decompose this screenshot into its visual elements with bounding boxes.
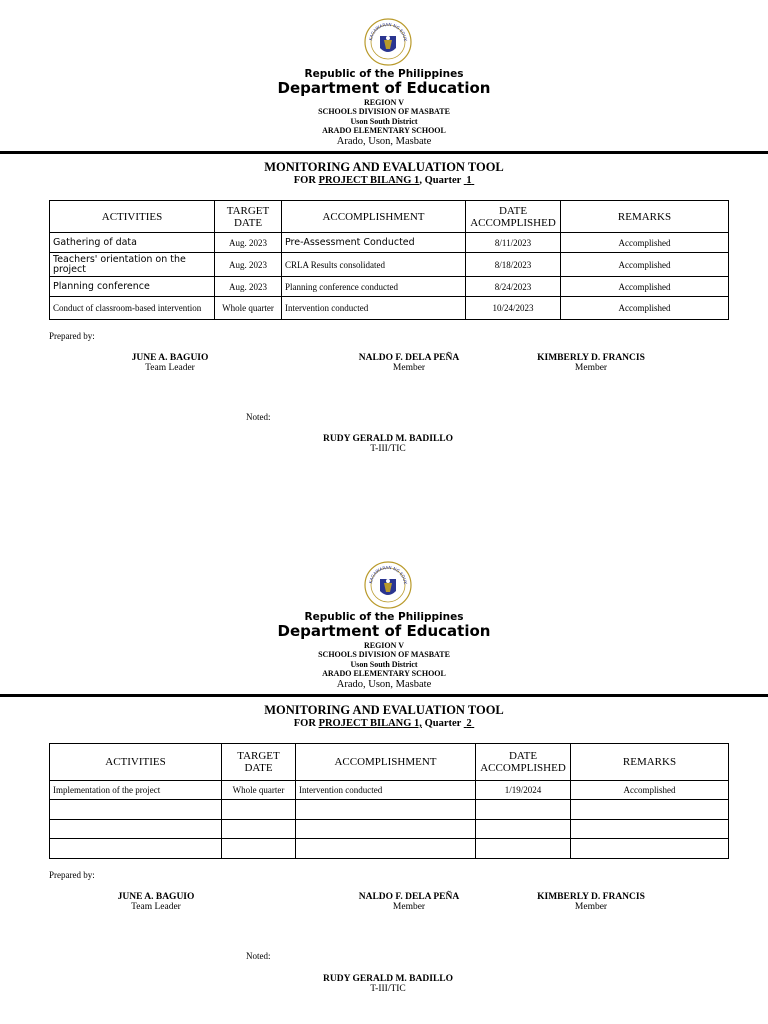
- date-accomplished-cell: 8/18/2023: [466, 253, 561, 277]
- remarks-cell: [571, 820, 729, 839]
- accomplishment-cell: Intervention conducted: [296, 781, 476, 800]
- quarter-label: , Quarter: [419, 175, 462, 186]
- table-row: [50, 297, 729, 320]
- col-header: ACCOMPLISHMENT: [296, 744, 476, 781]
- signatory-member-2: [491, 892, 691, 912]
- signatory-role: Team Leader: [131, 902, 181, 912]
- remarks-cell: Accomplished: [561, 253, 729, 277]
- date-accomplished-cell: 8/11/2023: [466, 233, 561, 253]
- activity-cell: Implementation of the project: [50, 781, 222, 800]
- address-text: Arado, Uson, Masbate: [336, 679, 432, 690]
- signatory-name: JUNE A. BAGUIO: [131, 353, 209, 363]
- activity-cell: Teachers' orientation on the project: [50, 253, 215, 277]
- for-prefix: FOR: [293, 718, 316, 729]
- target-date-cell: Aug. 2023: [215, 277, 282, 297]
- col-header: DATE ACCOMPLISHED: [476, 744, 571, 781]
- target-date-cell: Aug. 2023: [215, 253, 282, 277]
- target-date-cell: Whole quarter: [222, 781, 296, 800]
- target-date-cell: Whole quarter: [215, 297, 282, 320]
- noter-name: RUDY GERALD M. BADILLO: [322, 434, 454, 444]
- col-header: ACCOMPLISHMENT: [282, 201, 466, 233]
- for-prefix: FOR: [293, 175, 316, 186]
- table-row: [50, 781, 729, 800]
- date-accomplished-cell: 1/19/2024: [476, 781, 571, 800]
- activity-cell: Gathering of data: [50, 233, 215, 253]
- accomplishment-cell: Planning conference conducted: [282, 277, 466, 297]
- col-header: ACTIVITIES: [50, 201, 215, 233]
- noted-label: Noted:: [246, 951, 271, 961]
- col-header: DATE ACCOMPLISHED: [466, 201, 561, 233]
- signatory-team-leader: [56, 892, 256, 912]
- deped-seal-icon: [364, 561, 412, 609]
- signatory-member-1: [309, 353, 509, 373]
- signatory-role: Member: [392, 363, 426, 373]
- signatory-role: Member: [574, 363, 608, 373]
- remarks-cell: Accomplished: [571, 781, 729, 800]
- svg-text:KAGAWARAN NG EDUKASYON: KAGAWARAN NG EDUK: [368, 564, 409, 585]
- table-header-row: [50, 201, 729, 233]
- date-accomplished-cell: 8/24/2023: [466, 277, 561, 297]
- quarter-number: 1: [466, 175, 472, 186]
- col-header: TARGET DATE: [222, 744, 296, 781]
- signatory-name: JUNE A. BAGUIO: [117, 892, 195, 902]
- signatory-role: Team Leader: [145, 363, 195, 373]
- col-header: ACTIVITIES: [50, 744, 222, 781]
- remarks-cell: [571, 800, 729, 820]
- signatory-name: NALDO F. DELA PEÑA: [358, 353, 460, 363]
- table-row: [50, 277, 729, 297]
- activity-cell: [50, 800, 222, 820]
- signatory-role: Member: [574, 902, 608, 912]
- svg-text:KAGAWARAN NG EDUKASYON: KAGAWARAN NG EDUK: [368, 21, 409, 42]
- department-title: Department of Education: [277, 622, 491, 640]
- header-divider: [0, 694, 768, 697]
- form-title: MONITORING AND EVALUATION TOOL: [264, 160, 504, 174]
- noter-name: RUDY GERALD M. BADILLO: [322, 974, 454, 984]
- form-title: MONITORING AND EVALUATION TOOL: [264, 703, 504, 717]
- noter-signature: [288, 974, 488, 994]
- department-title: Department of Education: [277, 79, 491, 97]
- target-date-cell: Aug. 2023: [215, 233, 282, 253]
- noted-label: Noted:: [246, 412, 271, 422]
- table-row: [50, 820, 729, 839]
- table-header-row: [50, 744, 729, 781]
- activity-cell: [50, 820, 222, 839]
- target-date-cell: [222, 839, 296, 859]
- accomplishment-cell: [296, 800, 476, 820]
- form-subtitle: [0, 718, 768, 729]
- region-text: REGION V: [363, 98, 405, 107]
- date-accomplished-cell: [476, 839, 571, 859]
- target-date-cell: [222, 820, 296, 839]
- noter-role: T-III/TIC: [370, 444, 406, 454]
- form-quarter-2: [0, 543, 768, 1024]
- date-accomplished-cell: [476, 820, 571, 839]
- table-row: [50, 233, 729, 253]
- signatory-role: Member: [392, 902, 426, 912]
- signatory-name: NALDO F. DELA PEÑA: [358, 892, 460, 902]
- remarks-cell: Accomplished: [561, 233, 729, 253]
- noter-signature: [288, 434, 488, 454]
- prepared-by-label: Prepared by:: [49, 331, 95, 341]
- col-header: TARGET DATE: [215, 201, 282, 233]
- district-text: Uson South District: [350, 660, 418, 669]
- project-name: PROJECT BILANG 1: [318, 175, 420, 186]
- district-text: Uson South District: [350, 117, 418, 126]
- activity-cell: Planning conference: [50, 277, 215, 297]
- target-date-cell: [222, 800, 296, 820]
- signatory-name: KIMBERLY D. FRANCIS: [537, 892, 645, 902]
- quarter-number: 2: [466, 718, 472, 729]
- date-accomplished-cell: [476, 800, 571, 820]
- remarks-cell: Accomplished: [561, 277, 729, 297]
- accomplishment-cell: CRLA Results consolidated: [282, 253, 466, 277]
- deped-seal-icon: [364, 18, 412, 66]
- table-row: [50, 839, 729, 859]
- activity-cell: Conduct of classroom-based intervention: [50, 297, 215, 320]
- republic-text: Republic of the Philippines: [304, 611, 464, 623]
- division-text: SCHOOLS DIVISION OF MASBATE: [318, 107, 450, 116]
- table-row: [50, 800, 729, 820]
- activity-cell: [50, 839, 222, 859]
- quarter-label: Quarter: [424, 718, 462, 729]
- signatory-team-leader: [70, 353, 270, 373]
- form-subtitle: [0, 175, 768, 186]
- accomplishment-cell: [296, 839, 476, 859]
- republic-text: Republic of the Philippines: [304, 68, 464, 80]
- noter-role: T-III/TIC: [370, 984, 406, 994]
- accomplishment-cell: [296, 820, 476, 839]
- col-header: REMARKS: [561, 201, 729, 233]
- project-name: PROJECT BILANG 1,: [318, 718, 422, 729]
- region-text: REGION V: [363, 641, 405, 650]
- division-text: SCHOOLS DIVISION OF MASBATE: [318, 650, 450, 659]
- school-text: ARADO ELEMENTARY SCHOOL: [322, 126, 446, 135]
- header-divider: [0, 151, 768, 154]
- accomplishment-cell: Intervention conducted: [282, 297, 466, 320]
- school-text: ARADO ELEMENTARY SCHOOL: [322, 669, 446, 678]
- address-text: Arado, Uson, Masbate: [336, 136, 432, 147]
- col-header: REMARKS: [571, 744, 729, 781]
- signatory-member-1: [309, 892, 509, 912]
- remarks-cell: [571, 839, 729, 859]
- accomplishment-cell: Pre-Assessment Conducted: [282, 233, 466, 253]
- remarks-cell: Accomplished: [561, 297, 729, 320]
- activities-table: [49, 743, 729, 859]
- signatory-member-2: [491, 353, 691, 373]
- activities-table: [49, 200, 729, 320]
- prepared-by-label: Prepared by:: [49, 870, 95, 880]
- signatory-name: KIMBERLY D. FRANCIS: [537, 353, 645, 363]
- table-row: [50, 253, 729, 277]
- date-accomplished-cell: 10/24/2023: [466, 297, 561, 320]
